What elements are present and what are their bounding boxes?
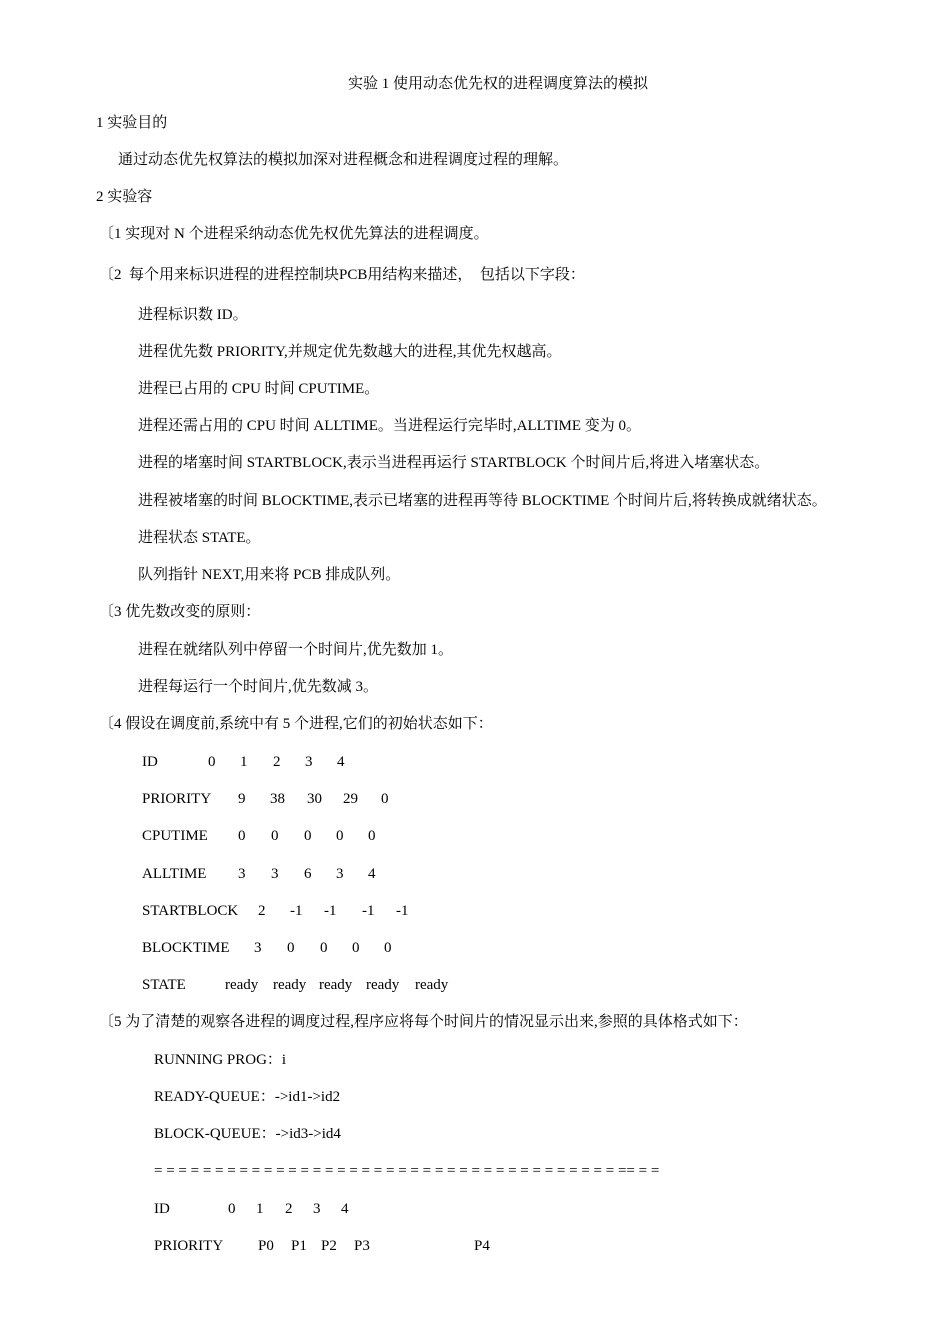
cell: ready <box>366 977 400 993</box>
format-separator: = = = = = = = = = = = = = = = = = = = = = = = = = = = = = = = = = = = = = = == = = <box>154 1163 660 1179</box>
row-label: STATE <box>142 977 186 993</box>
row-label: BLOCKTIME <box>142 940 230 956</box>
purpose-text: 通过动态优先权算法的模拟加深对进程概念和进程调度过程的理解。 <box>118 152 569 168</box>
cell: 2 <box>273 754 281 770</box>
row-label: CPUTIME <box>142 828 208 844</box>
row-label: PRIORITY <box>142 791 212 807</box>
cell: 4 <box>341 1201 349 1217</box>
row-label: ID <box>154 1201 170 1217</box>
priority-rule: 进程每运行一个时间片,优先数减 3。 <box>138 679 379 695</box>
cell: P1 <box>291 1238 307 1254</box>
cell: ready <box>319 977 353 993</box>
cell: -1 <box>324 903 337 919</box>
format-block-queue: BLOCK-QUEUE：->id3->id4 <box>154 1126 341 1142</box>
content-item-5: 〔5 为了清楚的观察各进程的调度过程,程序应将每个时间片的情况显示出来,参照的具体格式如下： <box>99 1014 748 1030</box>
page-title: 实验 1 使用动态优先权的进程调度算法的模拟 <box>347 76 648 92</box>
cell: 1 <box>256 1201 264 1217</box>
content-item-4: 〔4 假设在调度前,系统中有 5 个进程,它们的初始状态如下： <box>99 716 493 732</box>
cell: P2 <box>321 1238 337 1254</box>
format-ready-queue: READY-QUEUE：->id1->id2 <box>154 1089 341 1105</box>
content-item-2: 〔2 每个用来标识进程的进程控制块PCB用结构来描述， 包括以下字段： <box>99 267 585 283</box>
cell: ready <box>225 977 259 993</box>
priority-rule: 进程在就绪队列中停留一个时间片,优先数加 1。 <box>138 642 454 658</box>
cell: 6 <box>304 866 312 882</box>
cell: 0 <box>228 1201 236 1217</box>
format-running: RUNNING PROG：i <box>154 1052 287 1068</box>
cell: 0 <box>381 791 389 807</box>
row-label: PRIORITY <box>154 1238 224 1254</box>
cell: 3 <box>238 866 246 882</box>
cell: P4 <box>474 1238 490 1254</box>
cell: 0 <box>352 940 360 956</box>
cell: ready <box>273 977 307 993</box>
cell: 0 <box>238 828 246 844</box>
cell: 2 <box>258 903 266 919</box>
cell: 1 <box>240 754 248 770</box>
pcb-field: 进程被堵塞的时间 BLOCKTIME,表示已堵塞的进程再等待 BLOCKTIME 个时间片后,将转换成就绪状态。 <box>138 493 827 509</box>
cell: 0 <box>320 940 328 956</box>
cell: 3 <box>305 754 313 770</box>
cell: 0 <box>304 828 312 844</box>
section-heading-content: 2 实验容 <box>96 189 153 205</box>
cell: 3 <box>254 940 262 956</box>
cell: -1 <box>362 903 375 919</box>
cell: 4 <box>368 866 376 882</box>
pcb-field: 进程状态 STATE。 <box>138 530 261 546</box>
section-heading-purpose: 1 实验目的 <box>96 115 168 131</box>
cell: 0 <box>336 828 344 844</box>
cell: 0 <box>384 940 392 956</box>
cell: -1 <box>396 903 409 919</box>
cell: 0 <box>208 754 216 770</box>
content-item-3: 〔3 优先数改变的原则： <box>99 604 261 620</box>
content-item-1: 〔1 实现对 N 个进程采纳动态优先权优先算法的进程调度。 <box>99 226 489 242</box>
cell: 0 <box>287 940 295 956</box>
row-label: ID <box>142 754 158 770</box>
pcb-field: 进程已占用的 CPU 时间 CPUTIME。 <box>138 381 380 397</box>
cell: 3 <box>313 1201 321 1217</box>
cell: 4 <box>337 754 345 770</box>
cell: ready <box>415 977 449 993</box>
cell: 3 <box>271 866 279 882</box>
cell: 9 <box>238 791 246 807</box>
cell: 3 <box>336 866 344 882</box>
pcb-field: 进程的堵塞时间 STARTBLOCK,表示当进程再运行 STARTBLOCK 个时间片后,将进入堵塞状态。 <box>138 455 770 471</box>
cell: 0 <box>368 828 376 844</box>
pcb-field: 进程还需占用的 CPU 时间 ALLTIME。当进程运行完毕时,ALLTIME 变为 0。 <box>138 418 642 434</box>
cell: 0 <box>271 828 279 844</box>
row-label: STARTBLOCK <box>142 903 239 919</box>
cell: -1 <box>290 903 303 919</box>
cell: 29 <box>343 791 358 807</box>
cell: 38 <box>270 791 285 807</box>
pcb-field: 进程标识数 ID。 <box>138 307 248 323</box>
row-label: ALLTIME <box>142 866 207 882</box>
cell: 30 <box>307 791 322 807</box>
cell: P0 <box>258 1238 274 1254</box>
pcb-field: 队列指针 NEXT,用来将 PCB 排成队列。 <box>138 567 401 583</box>
pcb-field: 进程优先数 PRIORITY,并规定优先数越大的进程,其优先权越高。 <box>138 344 562 360</box>
cell: P3 <box>354 1238 370 1254</box>
cell: 2 <box>285 1201 293 1217</box>
